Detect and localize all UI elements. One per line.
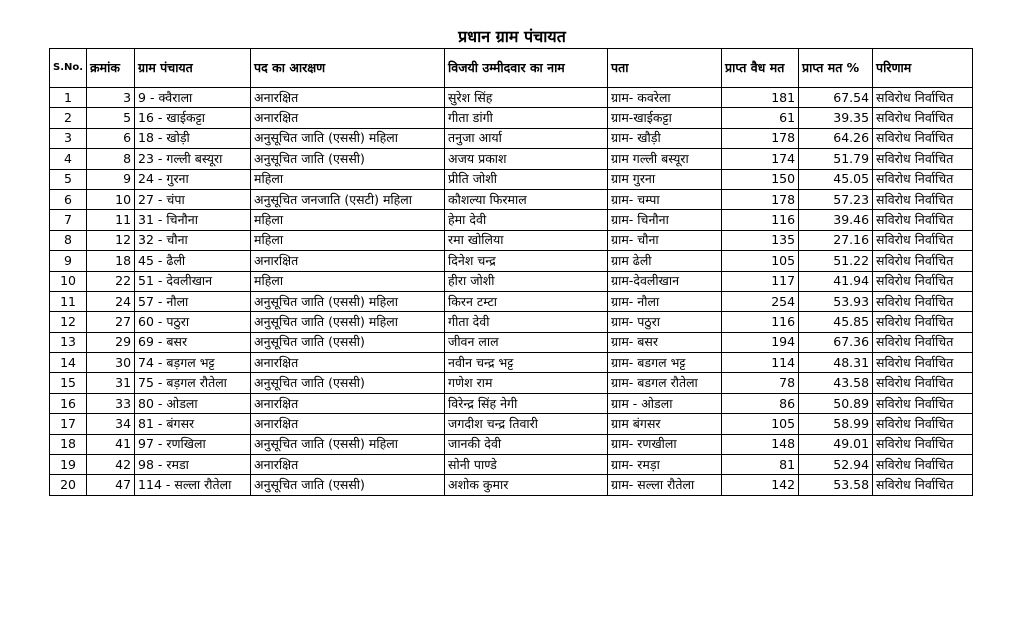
cell-address: ग्राम- बडगल रौतेला (608, 373, 722, 393)
cell-valid-votes: 148 (722, 434, 799, 454)
cell-vote-percent: 41.94 (799, 271, 873, 291)
cell-kramank: 8 (87, 149, 135, 169)
cell-result: सविरोध निर्वाचित (873, 189, 973, 209)
cell-address: ग्राम- चौना (608, 230, 722, 250)
cell-vote-percent: 45.05 (799, 169, 873, 189)
header-result: परिणाम (873, 49, 973, 88)
cell-reservation: अनुसूचित जाति (एससी) (251, 475, 445, 495)
cell-winner: दिनेश चन्द्र (445, 251, 608, 271)
cell-sno: 4 (50, 149, 87, 169)
cell-sno: 2 (50, 108, 87, 128)
cell-valid-votes: 178 (722, 128, 799, 148)
header-address: पता (608, 49, 722, 88)
cell-reservation: महिला (251, 230, 445, 250)
cell-reservation: अनारक्षित (251, 353, 445, 373)
cell-winner: गणेश राम (445, 373, 608, 393)
cell-sno: 13 (50, 332, 87, 352)
cell-valid-votes: 150 (722, 169, 799, 189)
cell-address: ग्राम-खाईकट्टा (608, 108, 722, 128)
cell-kramank: 34 (87, 414, 135, 434)
cell-kramank: 30 (87, 353, 135, 373)
cell-reservation: अनारक्षित (251, 108, 445, 128)
cell-reservation: महिला (251, 169, 445, 189)
cell-vote-percent: 57.23 (799, 189, 873, 209)
cell-result: सविरोध निर्वाचित (873, 291, 973, 311)
cell-winner: सुरेश सिंह (445, 88, 608, 108)
cell-gram-panchayat: 80 - ओडला (135, 393, 251, 413)
cell-valid-votes: 142 (722, 475, 799, 495)
header-gram-panchayat: ग्राम पंचायत (135, 49, 251, 88)
cell-vote-percent: 53.58 (799, 475, 873, 495)
table-row (50, 251, 973, 271)
cell-vote-percent: 64.26 (799, 128, 873, 148)
cell-gram-panchayat: 75 - बड़गल रौतेला (135, 373, 251, 393)
cell-address: ग्राम- रमड़ा (608, 455, 722, 475)
cell-valid-votes: 116 (722, 210, 799, 230)
cell-address: ग्राम- खौड़ी (608, 128, 722, 148)
cell-winner: कौशल्या फिरमाल (445, 189, 608, 209)
header-valid-votes: प्राप्त वैध मत (722, 49, 799, 88)
cell-reservation: अनारक्षित (251, 88, 445, 108)
cell-kramank: 41 (87, 434, 135, 454)
table-row (50, 128, 973, 148)
cell-winner: नवीन चन्द्र भट्ट (445, 353, 608, 373)
table-header-row (50, 49, 973, 88)
table-row (50, 149, 973, 169)
cell-sno: 12 (50, 312, 87, 332)
cell-gram-panchayat: 27 - चंपा (135, 189, 251, 209)
results-table (49, 48, 973, 496)
header-sno: S.No. (50, 49, 87, 88)
cell-sno: 17 (50, 414, 87, 434)
cell-kramank: 42 (87, 455, 135, 475)
cell-kramank: 18 (87, 251, 135, 271)
cell-kramank: 27 (87, 312, 135, 332)
cell-gram-panchayat: 45 - ढैली (135, 251, 251, 271)
cell-valid-votes: 105 (722, 414, 799, 434)
cell-kramank: 12 (87, 230, 135, 250)
cell-gram-panchayat: 74 - बड़गल भट्ट (135, 353, 251, 373)
header-winner: विजयी उम्मीदवार का नाम (445, 49, 608, 88)
cell-result: सविरोध निर्वाचित (873, 271, 973, 291)
cell-winner: जानकी देवी (445, 434, 608, 454)
cell-result: सविरोध निर्वाचित (873, 128, 973, 148)
cell-kramank: 33 (87, 393, 135, 413)
cell-result: सविरोध निर्वाचित (873, 414, 973, 434)
cell-winner: सोनी पाण्डे (445, 455, 608, 475)
cell-vote-percent: 43.58 (799, 373, 873, 393)
cell-address: ग्राम ढेली (608, 251, 722, 271)
cell-gram-panchayat: 60 - पठुरा (135, 312, 251, 332)
cell-address: ग्राम- बसर (608, 332, 722, 352)
cell-gram-panchayat: 114 - सल्ला रौतेला (135, 475, 251, 495)
cell-address: ग्राम-देवलीखान (608, 271, 722, 291)
cell-reservation: अनारक्षित (251, 251, 445, 271)
cell-winner: हीरा जोशी (445, 271, 608, 291)
cell-result: सविरोध निर्वाचित (873, 149, 973, 169)
cell-winner: जीवन लाल (445, 332, 608, 352)
cell-winner: अजय प्रकाश (445, 149, 608, 169)
cell-sno: 14 (50, 353, 87, 373)
table-row (50, 169, 973, 189)
table-row (50, 455, 973, 475)
cell-result: सविरोध निर्वाचित (873, 332, 973, 352)
cell-vote-percent: 45.85 (799, 312, 873, 332)
cell-kramank: 3 (87, 88, 135, 108)
table-row (50, 189, 973, 209)
cell-vote-percent: 39.46 (799, 210, 873, 230)
cell-winner: जगदीश चन्द्र तिवारी (445, 414, 608, 434)
cell-gram-panchayat: 98 - रमडा (135, 455, 251, 475)
cell-vote-percent: 48.31 (799, 353, 873, 373)
cell-reservation: अनुसूचित जाति (एससी) (251, 373, 445, 393)
cell-result: सविरोध निर्वाचित (873, 312, 973, 332)
cell-reservation: अनुसूचित जाति (एससी) (251, 332, 445, 352)
header-vote-percent: प्राप्त मत % (799, 49, 873, 88)
cell-result: सविरोध निर्वाचित (873, 455, 973, 475)
cell-reservation: अनारक्षित (251, 393, 445, 413)
cell-sno: 16 (50, 393, 87, 413)
cell-vote-percent: 67.54 (799, 88, 873, 108)
cell-gram-panchayat: 31 - चिनौना (135, 210, 251, 230)
cell-address: ग्राम- सल्ला रौतेला (608, 475, 722, 495)
cell-gram-panchayat: 32 - चौना (135, 230, 251, 250)
cell-sno: 18 (50, 434, 87, 454)
cell-valid-votes: 81 (722, 455, 799, 475)
cell-result: सविरोध निर्वाचित (873, 230, 973, 250)
cell-valid-votes: 194 (722, 332, 799, 352)
cell-result: सविरोध निर्वाचित (873, 88, 973, 108)
cell-kramank: 6 (87, 128, 135, 148)
cell-vote-percent: 39.35 (799, 108, 873, 128)
cell-result: सविरोध निर्वाचित (873, 210, 973, 230)
cell-winner: हेमा देवी (445, 210, 608, 230)
cell-gram-panchayat: 23 - गल्ली बस्यूरा (135, 149, 251, 169)
cell-valid-votes: 181 (722, 88, 799, 108)
cell-result: सविरोध निर्वाचित (873, 475, 973, 495)
cell-sno: 7 (50, 210, 87, 230)
cell-valid-votes: 114 (722, 353, 799, 373)
cell-winner: प्रीति जोशी (445, 169, 608, 189)
table-body (50, 88, 973, 496)
table-row (50, 230, 973, 250)
cell-sno: 11 (50, 291, 87, 311)
cell-address: ग्राम गल्ली बस्यूरा (608, 149, 722, 169)
table-row (50, 210, 973, 230)
cell-valid-votes: 61 (722, 108, 799, 128)
table-row (50, 353, 973, 373)
cell-kramank: 5 (87, 108, 135, 128)
cell-winner: गीता देवी (445, 312, 608, 332)
cell-vote-percent: 51.79 (799, 149, 873, 169)
cell-winner: अशोक कुमार (445, 475, 608, 495)
cell-gram-panchayat: 97 - रणखिला (135, 434, 251, 454)
cell-address: ग्राम- कवरेला (608, 88, 722, 108)
cell-address: ग्राम बंगसर (608, 414, 722, 434)
cell-winner: विरेन्द्र सिंह नेगी (445, 393, 608, 413)
table-row (50, 271, 973, 291)
table-row (50, 291, 973, 311)
cell-winner: गीता डांगी (445, 108, 608, 128)
cell-valid-votes: 178 (722, 189, 799, 209)
cell-valid-votes: 174 (722, 149, 799, 169)
table-row (50, 108, 973, 128)
table-row (50, 414, 973, 434)
cell-winner: किरन टम्टा (445, 291, 608, 311)
cell-gram-panchayat: 16 - खाईकट्टा (135, 108, 251, 128)
cell-reservation: अनुसूचित जाति (एससी) महिला (251, 128, 445, 148)
cell-winner: रमा खोलिया (445, 230, 608, 250)
table-row (50, 475, 973, 495)
cell-gram-panchayat: 69 - बसर (135, 332, 251, 352)
cell-address: ग्राम- पठुरा (608, 312, 722, 332)
cell-vote-percent: 52.94 (799, 455, 873, 475)
cell-kramank: 9 (87, 169, 135, 189)
cell-reservation: महिला (251, 271, 445, 291)
cell-kramank: 22 (87, 271, 135, 291)
cell-valid-votes: 117 (722, 271, 799, 291)
cell-result: सविरोध निर्वाचित (873, 169, 973, 189)
cell-winner: तनुजा आर्या (445, 128, 608, 148)
cell-sno: 19 (50, 455, 87, 475)
cell-reservation: अनुसूचित जाति (एससी) (251, 149, 445, 169)
cell-vote-percent: 51.22 (799, 251, 873, 271)
table-row (50, 312, 973, 332)
cell-address: ग्राम- चिनौना (608, 210, 722, 230)
cell-valid-votes: 105 (722, 251, 799, 271)
cell-gram-panchayat: 57 - नौला (135, 291, 251, 311)
cell-sno: 20 (50, 475, 87, 495)
cell-gram-panchayat: 18 - खोड़ी (135, 128, 251, 148)
cell-valid-votes: 254 (722, 291, 799, 311)
table-row (50, 434, 973, 454)
cell-reservation: अनुसूचित जाति (एससी) महिला (251, 434, 445, 454)
cell-vote-percent: 58.99 (799, 414, 873, 434)
cell-kramank: 11 (87, 210, 135, 230)
header-kramank: क्रमांक (87, 49, 135, 88)
cell-kramank: 10 (87, 189, 135, 209)
cell-sno: 8 (50, 230, 87, 250)
cell-result: सविरोध निर्वाचित (873, 373, 973, 393)
cell-sno: 1 (50, 88, 87, 108)
cell-address: ग्राम - ओडला (608, 393, 722, 413)
cell-gram-panchayat: 24 - गुरना (135, 169, 251, 189)
cell-result: सविरोध निर्वाचित (873, 108, 973, 128)
cell-sno: 15 (50, 373, 87, 393)
cell-vote-percent: 53.93 (799, 291, 873, 311)
cell-sno: 9 (50, 251, 87, 271)
document-title: प्रधान ग्राम पंचायत (458, 27, 566, 46)
cell-vote-percent: 50.89 (799, 393, 873, 413)
cell-gram-panchayat: 81 - बंगसर (135, 414, 251, 434)
cell-result: सविरोध निर्वाचित (873, 393, 973, 413)
cell-valid-votes: 78 (722, 373, 799, 393)
cell-address: ग्राम- चम्पा (608, 189, 722, 209)
cell-kramank: 29 (87, 332, 135, 352)
table-row (50, 332, 973, 352)
cell-sno: 10 (50, 271, 87, 291)
cell-reservation: महिला (251, 210, 445, 230)
cell-reservation: अनुसूचित जाति (एससी) महिला (251, 291, 445, 311)
cell-reservation: अनुसूचित जनजाति (एसटी) महिला (251, 189, 445, 209)
cell-result: सविरोध निर्वाचित (873, 434, 973, 454)
cell-valid-votes: 135 (722, 230, 799, 250)
cell-address: ग्राम- रणखीला (608, 434, 722, 454)
cell-vote-percent: 27.16 (799, 230, 873, 250)
cell-vote-percent: 49.01 (799, 434, 873, 454)
cell-reservation: अनुसूचित जाति (एससी) महिला (251, 312, 445, 332)
cell-reservation: अनारक्षित (251, 414, 445, 434)
cell-valid-votes: 116 (722, 312, 799, 332)
cell-address: ग्राम गुरना (608, 169, 722, 189)
cell-kramank: 47 (87, 475, 135, 495)
cell-valid-votes: 86 (722, 393, 799, 413)
table-row (50, 393, 973, 413)
cell-sno: 5 (50, 169, 87, 189)
cell-reservation: अनारक्षित (251, 455, 445, 475)
cell-address: ग्राम- नौला (608, 291, 722, 311)
cell-result: सविरोध निर्वाचित (873, 353, 973, 373)
cell-result: सविरोध निर्वाचित (873, 251, 973, 271)
cell-vote-percent: 67.36 (799, 332, 873, 352)
table-row (50, 88, 973, 108)
cell-kramank: 24 (87, 291, 135, 311)
cell-gram-panchayat: 9 - क्वैराला (135, 88, 251, 108)
header-reservation: पद का आरक्षण (251, 49, 445, 88)
cell-kramank: 31 (87, 373, 135, 393)
cell-gram-panchayat: 51 - देवलीखान (135, 271, 251, 291)
cell-sno: 6 (50, 189, 87, 209)
table-row (50, 373, 973, 393)
cell-address: ग्राम- बडगल भट्ट (608, 353, 722, 373)
cell-sno: 3 (50, 128, 87, 148)
